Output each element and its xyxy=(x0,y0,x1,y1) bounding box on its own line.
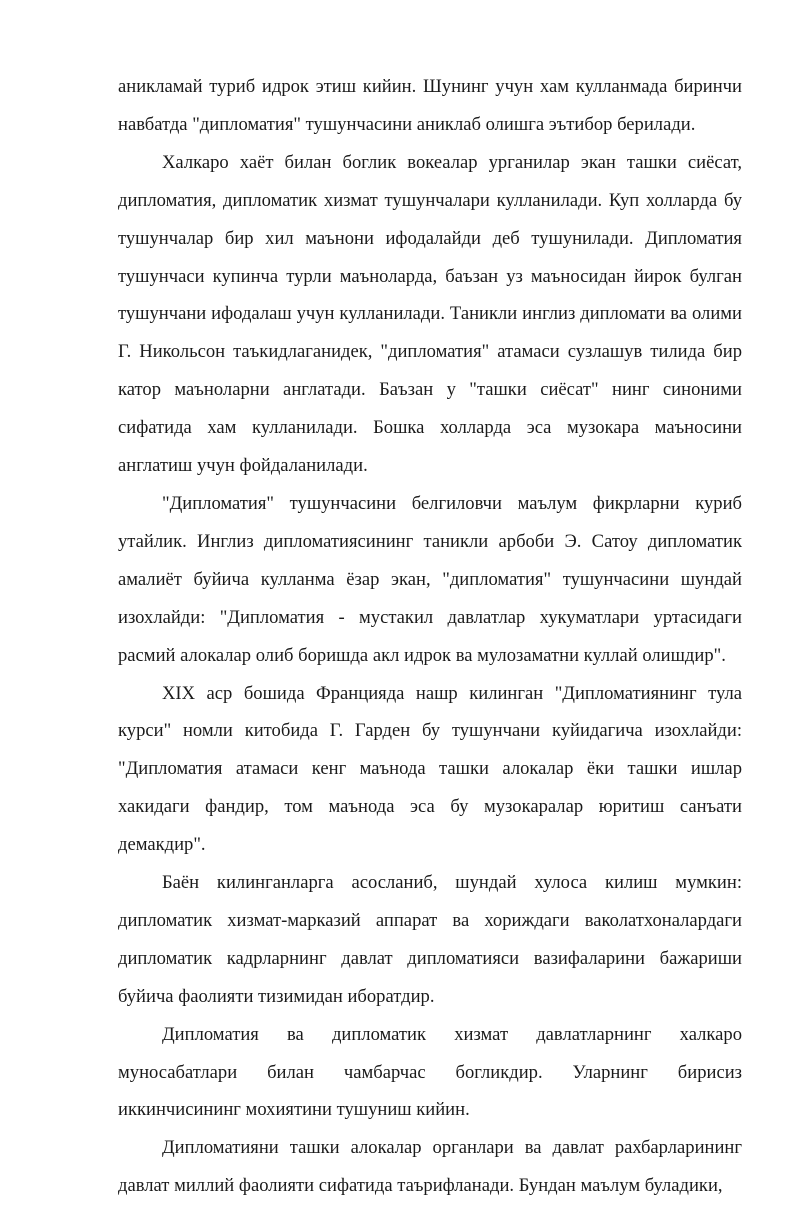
document-page xyxy=(118,68,742,1205)
paragraph-diplomacy-terms: Халкаро хаёт билан боглик вокеалар урганилар экан ташки сиёсат, дипломатия, дипломатик хизмат тушунчалари кулланилади. Куп холларда бу тушунчалар бир хил маънони ифодалайди деб тушунилади. Дипломатия тушунчаси купинча турли маъноларда, баъзан уз маъносидан йирок булган тушунчани ифодалаш учун кулланилади. Таникли инглиз дипломати ва олими Г. Никольсон таъкидлаганидек, "дипломатия" атамаси сузлашув тилида бир катор маъноларни англатади. Баъзан у "ташки сиёсат" нинг синоними сифатида хам кулланилади. Бошка холларда эса музокара маъносини англатиш учун фойдаланилади. xyxy=(118,151,742,477)
paragraph-continuation: аникламай туриб идрок этиш кийин. Шунинг учун хам кулланмада биринчи навбатда "дипломатия" тушунчасини аниклаб олишга эътибор берилади. xyxy=(118,76,742,135)
paragraph-international-relations: Дипломатия ва дипломатик хизмат давлатларнинг халкаро муносабатлари билан чамбарчас богликдир. Уларнинг бириcиз иккинчисининг мохиятини тушуниш кийин. xyxy=(118,1023,742,1121)
paragraph-satow-definition: "Дипломатия" тушунчасини белгиловчи маълум фикрларни куриб утайлик. Инглиз дипломатиясининг таникли арбоби Э. Сатоу дипломатик амалиёт буйича кулланма ёзар экан, "дипломатия" тушунчасини шундай изохлайди: "Дипломатия - мустакил давлатлар хукуматлари уртасидаги расмий алокалар олиб боришда акл идрок ва мулозаматни куллай олишдир". xyxy=(118,492,742,666)
paragraph-garden-definition: XIX аср бошида Францияда нашр килинган "Дипломатиянинг тула курси" номли китобида Г. Гарден бу тушунчани куйидагича изохлайди: "Дипломатия атамаси кенг маънода ташки алокалар ёки ташки ишлар хакидаги фандир, том маънода эса бу музокаралар юритиш санъати демакдир". xyxy=(118,682,742,856)
paragraph-state-activity: Дипломатияни ташки алокалар органлари ва давлат рахбарларининг давлат миллий фаолияти сифатида таърифланади. Бундан маълум буладики, xyxy=(118,1137,742,1197)
paragraph-conclusion: Баён килинганларга асосланиб, шундай хулоса килиш мумкин: дипломатик хизмат-марказий аппарат ва хориждаги ваколатхоналардаги дипломатик кадрларнинг давлат дипломатияси вазифаларини бажариши буйича фаолияти тизимидан иборатдир. xyxy=(118,872,742,1007)
